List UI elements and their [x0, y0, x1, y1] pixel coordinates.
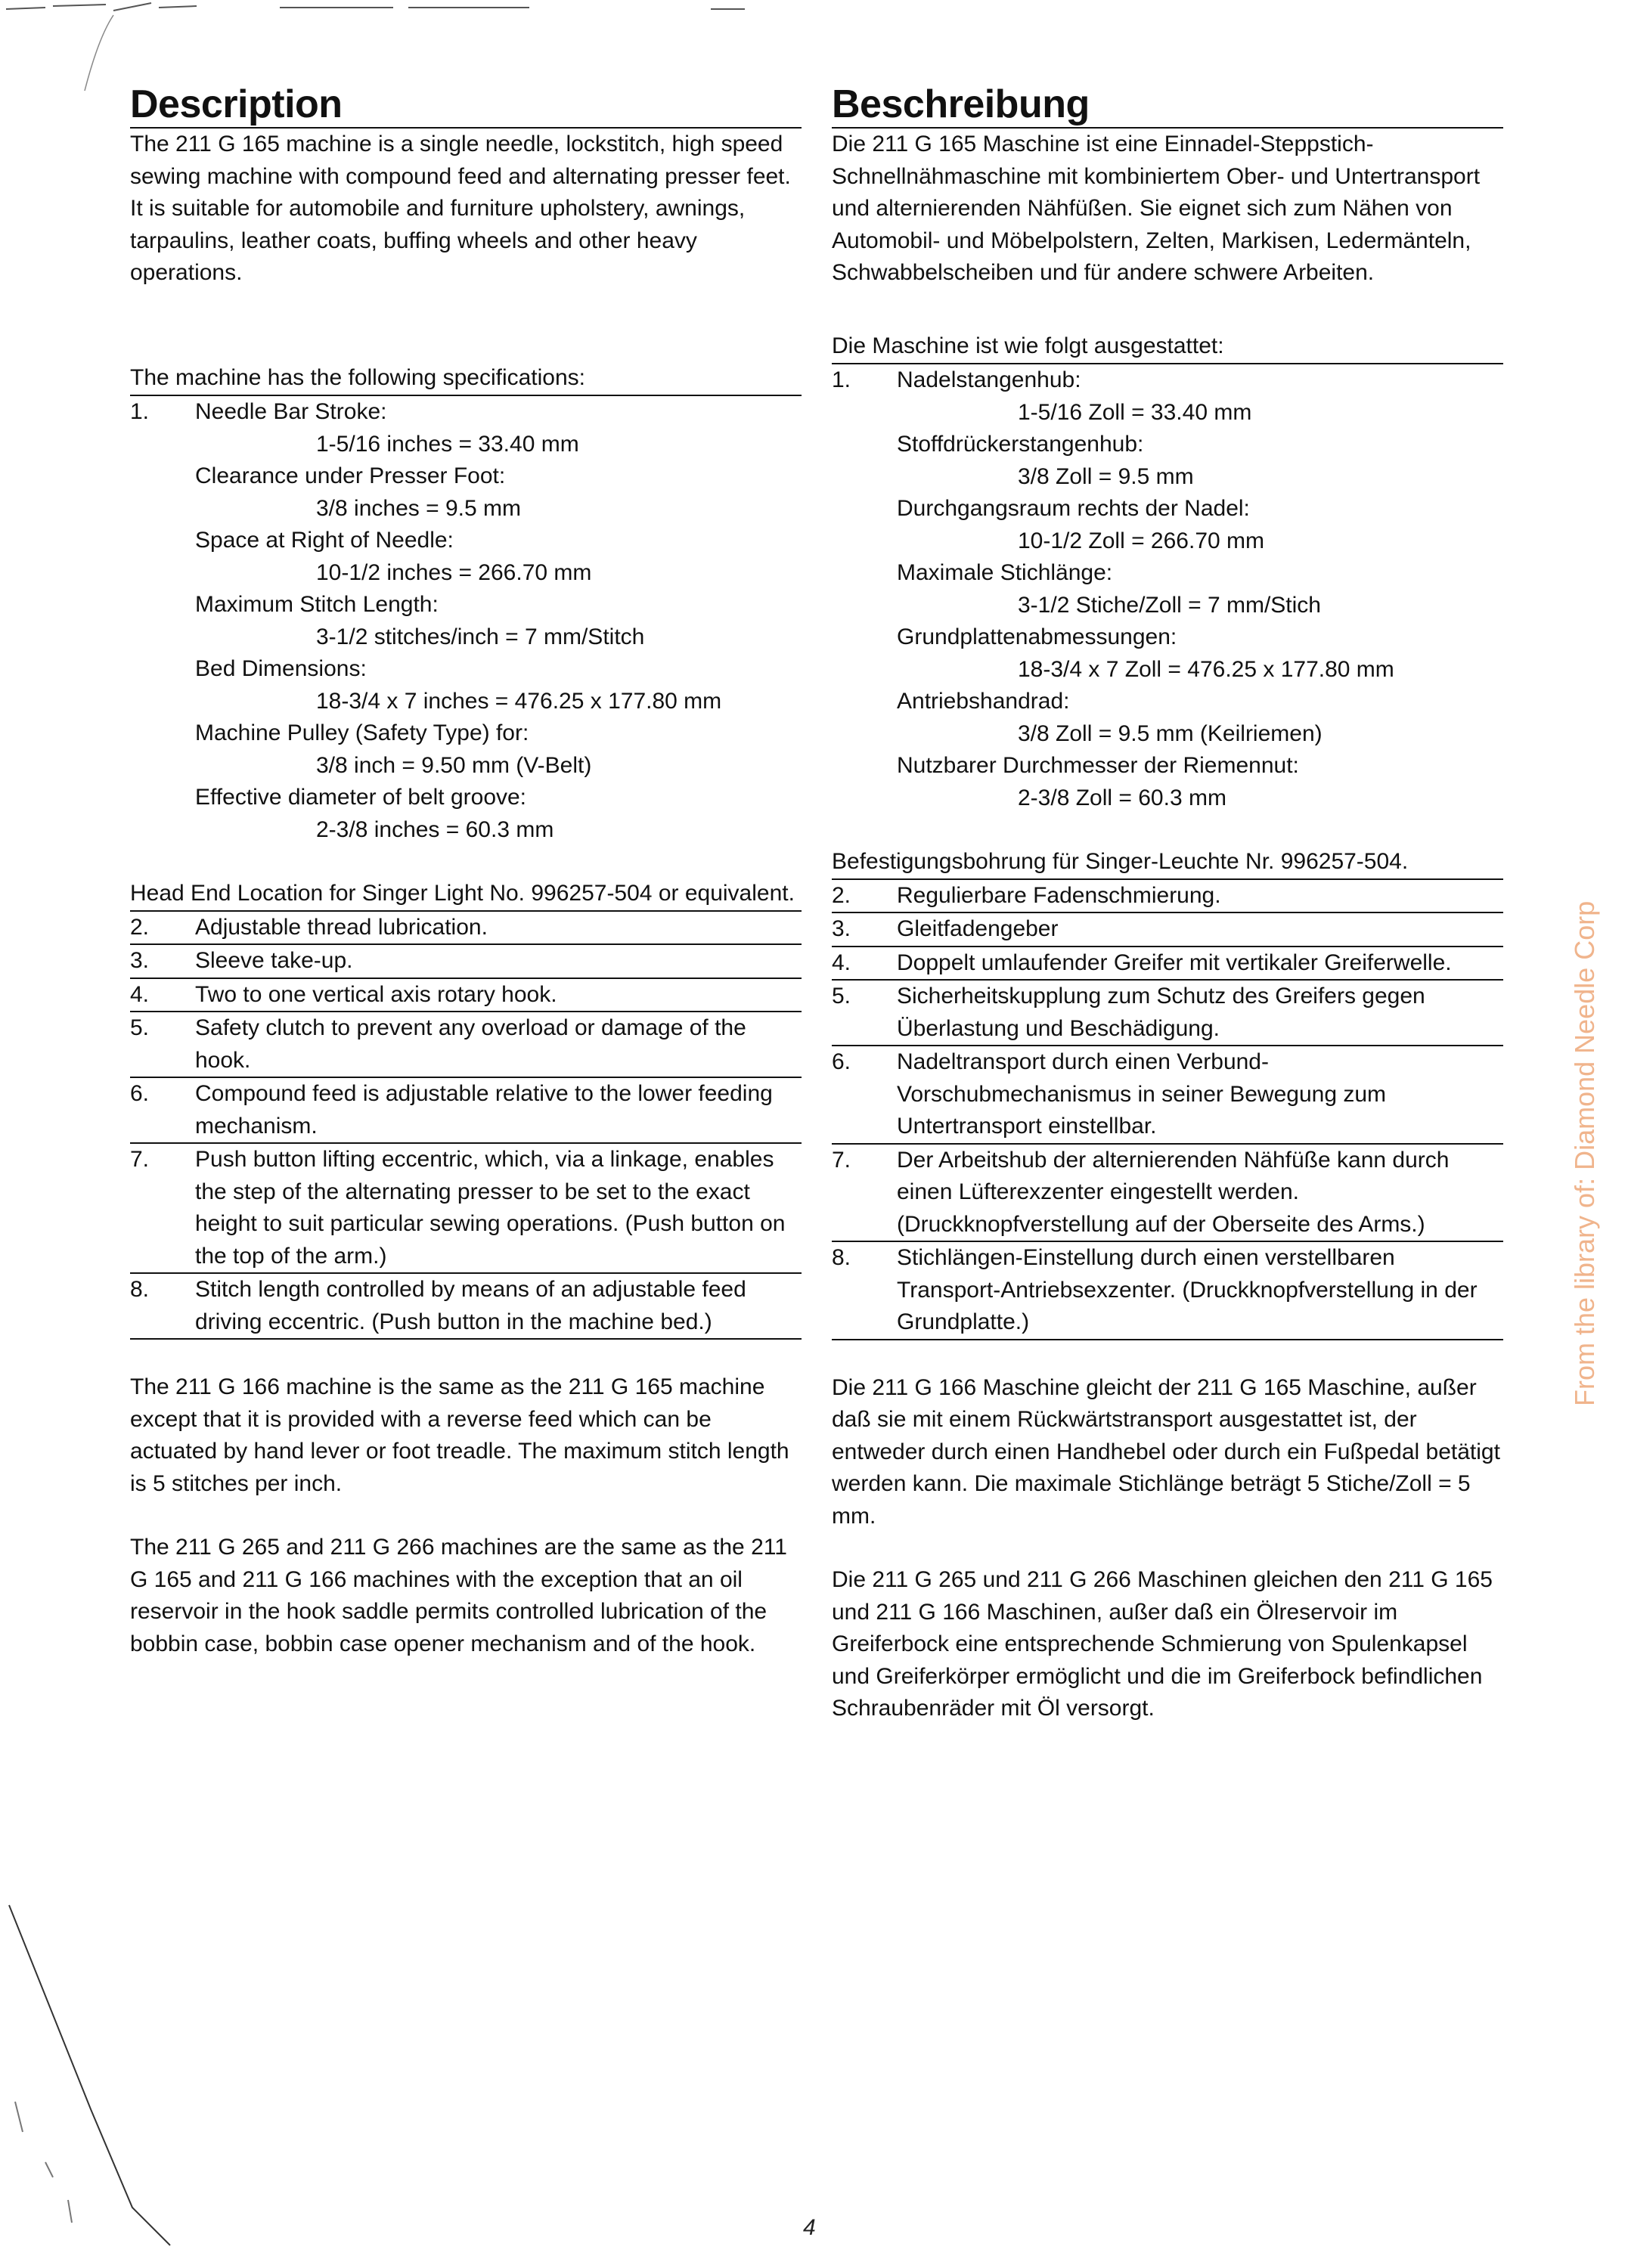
spec-value: 2-3/8 inches = 60.3 mm: [316, 816, 554, 842]
spec-label: Maximum Stitch Length:: [195, 592, 439, 617]
item-number: 6.: [832, 1049, 851, 1074]
item-text: Gleitfadengeber: [897, 916, 1059, 941]
spec-label: Machine Pulley (Safety Type) for:: [195, 720, 529, 745]
german-feature-list: [832, 880, 1503, 1340]
english-intro: The 211 G 165 machine is a single needle, lockstitch, high speed sewing machine with compound feed and alternating presser feet. It is suitable for automobile and furniture upholstery, awnings, tarpaulins, leather coats, buffing wheels and other heavy operations.: [130, 132, 791, 285]
list-item: [832, 1145, 1503, 1243]
german-intro: Die 211 G 165 Maschine ist eine Einnadel-Steppstich-Schnellnähmaschine mit kombiniertem Ober- und Untertransport und alternierenden Nähfüßen. Sie eignet sich zum Nähen von Automobil- und Möbelpolstern, Zelten, Markisen, Ledermänteln, Schwabbelscheiben und für andere schwere Arbeiten.: [832, 132, 1481, 285]
english-head-end: Head End Location for Singer Light No. 996257-504 or equivalent.: [130, 878, 802, 912]
spec-label: Clearance under Presser Foot:: [195, 463, 506, 488]
spec-value: 1-5/16 inches = 33.40 mm: [316, 431, 579, 457]
spec-value: 3/8 inches = 9.5 mm: [316, 495, 521, 521]
spec-label: Stoffdrückerstangenhub:: [897, 432, 1144, 457]
item-number: 5.: [832, 984, 851, 1009]
item-text: Nadeltransport durch einen Verbund-Vorschubmechanismus in seiner Bewegung zum Untertransport einstellbar.: [897, 1049, 1387, 1139]
list-item: [130, 979, 802, 1013]
spec-row: [130, 396, 802, 429]
spec-value: 10-1/2 inches = 266.70 mm: [316, 559, 592, 585]
spec-value: 3/8 Zoll = 9.5 mm: [1018, 463, 1194, 489]
list-item: [832, 981, 1503, 1046]
item-text: Compound feed is adjustable relative to the lower feeding mechanism.: [195, 1081, 773, 1139]
spec-number: 1.: [130, 399, 150, 424]
english-feature-list: [130, 912, 802, 1340]
english-spec-list: [130, 396, 802, 846]
item-number: 6.: [130, 1081, 150, 1106]
spec-label: Bed Dimensions:: [195, 656, 367, 681]
item-number: 3.: [130, 948, 150, 973]
item-number: 2.: [832, 882, 851, 908]
item-number: 4.: [130, 981, 150, 1007]
item-number: 7.: [130, 1147, 150, 1172]
item-text: Stichlängen-Einstellung durch einen verstellbaren Transport-Antriebsexzenter. (Druckknopfverstellung in der Grundplatte.): [897, 1245, 1478, 1334]
spec-label: Grundplattenabmessungen:: [897, 624, 1177, 649]
english-column: [130, 82, 802, 1660]
item-text: Push button lifting eccentric, which, via a linkage, enables the step of the alternating presser to be set to the exact height to suit particular sewing operations. (Push button on the top of the arm.): [195, 1147, 786, 1269]
list-item: [832, 880, 1503, 914]
item-text: Two to one vertical axis rotary hook.: [195, 981, 557, 1007]
list-item: [130, 945, 802, 979]
list-item: [832, 1046, 1503, 1145]
item-text: Adjustable thread lubrication.: [195, 914, 488, 940]
german-paragraph-166: Die 211 G 166 Maschine gleicht der 211 G 165 Maschine, außer daß sie mit einem Rückwärtstransport ausgestattet ist, der entweder durch einen Handhebel oder durch ein Fußpedal betätigt werden kann. Die maximale Stichlänge beträgt 5 Stiche/Zoll = 5 mm.: [832, 1374, 1500, 1529]
german-spec-list: [832, 364, 1503, 814]
spec-number: 1.: [832, 367, 851, 392]
english-spec-heading: The machine has the following specifications:: [130, 362, 802, 397]
spec-value: 1-5/16 Zoll = 33.40 mm: [1018, 399, 1252, 425]
spec-value: 3/8 inch = 9.50 mm (V-Belt): [316, 752, 592, 778]
item-number: 2.: [130, 914, 150, 940]
german-spec-heading: Die Maschine ist wie folgt ausgestattet:: [832, 330, 1503, 365]
german-head-end: Befestigungsbohrung für Singer-Leuchte Nr. 996257-504.: [832, 846, 1503, 880]
list-item: [130, 1274, 802, 1340]
spec-value: 3-1/2 Stiche/Zoll = 7 mm/Stich: [1018, 592, 1321, 618]
spec-label: Nutzbarer Durchmesser der Riemennut:: [897, 753, 1299, 778]
german-column: [832, 82, 1503, 1725]
spec-value: 10-1/2 Zoll = 266.70 mm: [1018, 528, 1265, 553]
spec-label: Space at Right of Needle:: [195, 528, 454, 553]
spec-value: 2-3/8 Zoll = 60.3 mm: [1018, 785, 1226, 810]
spec-label: Maximale Stichlänge:: [897, 560, 1113, 585]
item-text: Doppelt umlaufender Greifer mit vertikaler Greiferwelle.: [897, 950, 1452, 975]
german-title: Beschreibung: [832, 85, 1503, 129]
spec-label: Needle Bar Stroke:: [195, 399, 387, 424]
item-text: Sleeve take-up.: [195, 948, 353, 973]
list-item: [130, 1144, 802, 1274]
page-number: 4: [803, 2215, 816, 2240]
item-number: 3.: [832, 916, 851, 941]
list-item: [832, 1242, 1503, 1340]
list-item: [832, 947, 1503, 981]
list-item: [130, 1012, 802, 1078]
spec-label: Durchgangsraum rechts der Nadel:: [897, 496, 1250, 521]
list-item: [130, 912, 802, 946]
item-number: 8.: [130, 1277, 150, 1302]
item-number: 7.: [832, 1147, 851, 1173]
spec-label: Nadelstangenhub:: [897, 367, 1081, 392]
spec-label: Effective diameter of belt groove:: [195, 785, 527, 810]
item-number: 4.: [832, 950, 851, 975]
spec-value: 3/8 Zoll = 9.5 mm (Keilriemen): [1018, 720, 1323, 746]
item-number: 8.: [832, 1245, 851, 1270]
item-text: Der Arbeitshub der alternierenden Nähfüße kann durch einen Lüfterexzenter eingestellt werden. (Druckknopfverstellung auf der Oberseite des Arms.): [897, 1147, 1450, 1237]
spec-value: 3-1/2 stitches/inch = 7 mm/Stitch: [316, 624, 645, 649]
scan-marks-bottom-left: [0, 1890, 197, 2268]
german-paragraph-265: Die 211 G 265 und 211 G 266 Maschinen gleichen den 211 G 165 und 211 G 166 Maschinen, außer daß ein Ölreservoir im Greiferbock eine entsprechende Schmierung von Spulenkapsel und Greiferkörper ermöglicht und die im Greiferbock befindlichen Schraubenräder mit Öl versorgt.: [832, 1567, 1493, 1721]
english-paragraph-166: The 211 G 166 machine is the same as the 211 G 165 machine except that it is provided with a reverse feed which can be actuated by hand lever or foot treadle. The maximum stitch length is 5 stitches per inch.: [130, 1374, 789, 1496]
scan-marks-top: [0, 0, 756, 106]
item-text: Stitch length controlled by means of an adjustable feed driving eccentric. (Push button in the machine bed.): [195, 1277, 746, 1334]
item-text: Safety clutch to prevent any overload or damage of the hook.: [195, 1015, 746, 1073]
list-item: [130, 1078, 802, 1144]
spec-value: 18-3/4 x 7 inches = 476.25 x 177.80 mm: [316, 688, 722, 714]
item-text: Sicherheitskupplung zum Schutz des Greifers gegen Überlastung und Beschädigung.: [897, 984, 1425, 1041]
english-title: Description: [130, 85, 802, 129]
spec-value: 18-3/4 x 7 Zoll = 476.25 x 177.80 mm: [1018, 656, 1394, 682]
list-item: [832, 913, 1503, 947]
spec-row: [832, 364, 1503, 397]
library-watermark: From the library of: Diamond Needle Corp: [1569, 900, 1600, 1406]
english-paragraph-265: The 211 G 265 and 211 G 266 machines are the same as the 211 G 165 and 211 G 166 machines with the exception that an oil reservoir in the hook saddle permits controlled lubrication of the bobbin case, bobbin case opener mechanism and of the hook.: [130, 1535, 787, 1656]
item-text: Regulierbare Fadenschmierung.: [897, 882, 1221, 908]
spec-label: Antriebshandrad:: [897, 689, 1070, 714]
item-number: 5.: [130, 1015, 150, 1040]
